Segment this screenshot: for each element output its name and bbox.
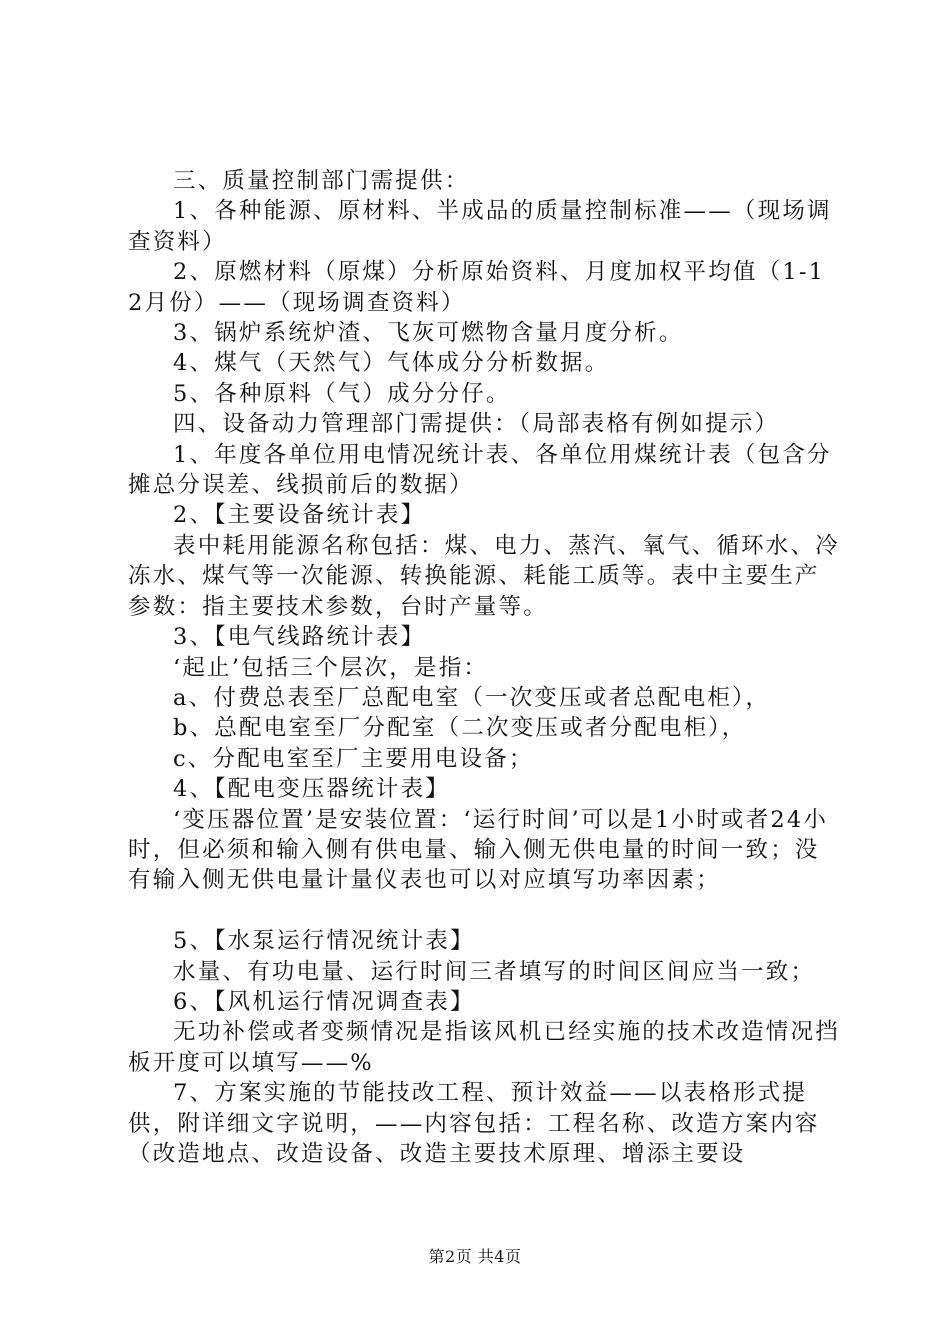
list-item: 2、原燃材料（原煤）分析原始资料、月度加权平均值（1-12月份）——（现场调查资料） bbox=[128, 259, 826, 316]
paragraph: ‘变压器位置’是安装位置：‘运行时间’可以是1小时或者24小时，但必须和输入侧有供电量、输入侧无供电量的时间一致；没有输入侧无供电量计量仪表也可以对应填写功率因素； bbox=[128, 806, 829, 894]
section-title: 6、【风机运行情况调查表】 bbox=[173, 988, 475, 1015]
list-item: c、分配电室至厂主要用电设备； bbox=[173, 745, 534, 772]
paragraph: ‘起止’包括三个层次，是指： bbox=[173, 654, 489, 681]
section-title: 4、【配电变压器统计表】 bbox=[173, 776, 450, 803]
list-item: 4、煤气（天然气）气体成分分析数据。 bbox=[173, 350, 610, 377]
paragraph: 表中耗用能源名称包括：煤、电力、蒸汽、氧气、循环水、冷冻水、煤气等一次能源、转换能源、耗能工质等。表中主要生产参数：指主要技术参数，台时产量等。 bbox=[128, 532, 840, 620]
list-item: 1、年度各单位用电情况统计表、各单位用煤统计表（包含分摊总分误差、线损前后的数据） bbox=[128, 441, 832, 499]
section-title: 2、【主要设备统计表】 bbox=[173, 502, 426, 529]
heading-equipment-power: 四、设备动力管理部门需提供：（局部表格有例如提示） bbox=[173, 411, 780, 438]
paragraph: 7、方案实施的节能技改工程、预计效益——以表格形式提供，附详细文字说明，——内容包括：工程名称、改造方案内容（改造地点、改造设备、改造主要技术原理、增添主要设 bbox=[128, 1080, 820, 1167]
document-body bbox=[128, 166, 840, 1169]
section-title: 5、【水泵运行情况统计表】 bbox=[173, 928, 475, 955]
page-number: 第2页 共4页 bbox=[428, 1247, 522, 1266]
section-title: 3、【电气线路统计表】 bbox=[173, 624, 426, 651]
blank-line bbox=[128, 896, 840, 926]
paragraph: 无功补偿或者变频情况是指该风机已经实施的技术改造情况挡板开度可以填写——% bbox=[128, 1019, 840, 1076]
list-item: b、总配电室至厂分配室（二次变压或者分配电柜）， bbox=[173, 715, 747, 742]
paragraph: 水量、有功电量、运行时间三者填写的时间区间应当一致； bbox=[173, 958, 816, 985]
list-item: 3、锅炉系统炉渣、飞灰可燃物含量月度分析。 bbox=[173, 320, 684, 347]
list-item: 5、各种原料（气）成分分仔。 bbox=[173, 380, 511, 407]
list-item: a、付费总表至厂总配电室（一次变压或者总配电柜）， bbox=[173, 684, 771, 711]
list-item: 1、各种能源、原材料、半成品的质量控制标准——（现场调查资料） bbox=[128, 198, 832, 255]
heading-quality-control: 三、质量控制部门需提供： bbox=[173, 168, 470, 194]
